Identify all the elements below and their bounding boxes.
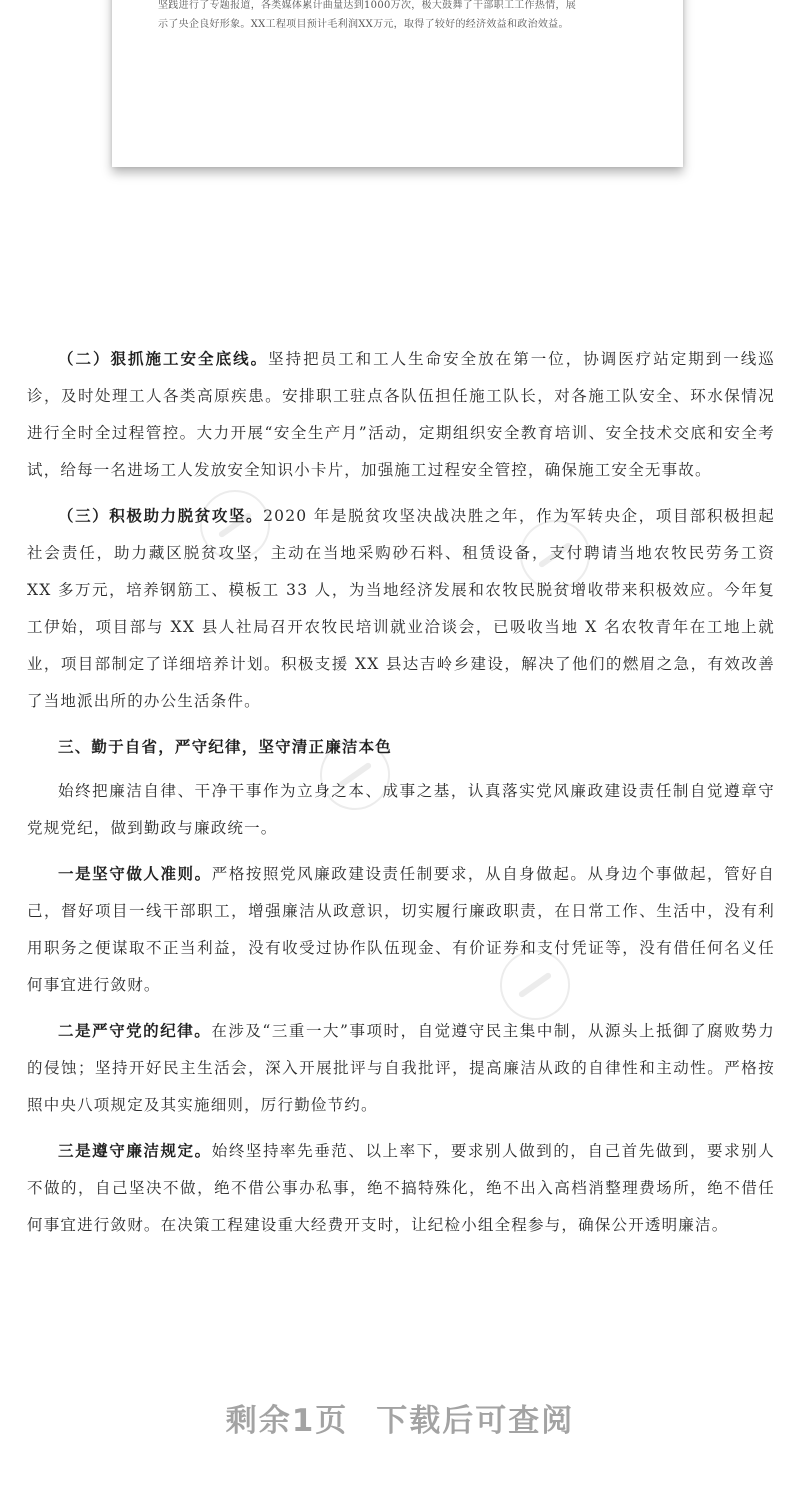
paragraph-text: 2020 年是脱贫攻坚决战决胜之年，作为军转央企，项目部积极担起社会责任，助力藏区脱贫攻坚，主动在当地采购砂石料、租赁设备，支付聘请当地农牧民劳务工资 XX 多万元，培养钢筋工、模板工 33 人，为当地经济发展和农牧民脱贫增收带来积极效应。今年复工伊始，项目部与 XX 县人社局召开农牧民培训就业洽谈会，已吸收当地 X 名农牧青年在工地上就业，项目部制定了详细培养计划。积极支援 XX 县达吉岭乡建设，解决了他们的燃眉之急，有效改善了当地派出所的办公生活条件。 <box>27 507 776 710</box>
preview-line-1: 坚践进行了专题报道，各类媒体累计曲量达到1000万次，极大鼓舞了干部职工工作热情，展 <box>158 0 577 11</box>
paragraph-text: 在涉及“三重一大”事项时，自觉遵守民主集中制，从源头上抵御了腐败势力的侵蚀；坚持开好民主生活会，深入开展批评与自我批评，提高廉洁从政的自律性和主动性。严格按照中央八项规定及其实施细则，厉行勤俭节约。 <box>27 1022 775 1114</box>
download-banner[interactable] <box>0 1395 800 1440</box>
paragraph-text: 坚持把员工和工人生命安全放在第一位，协调医疗站定期到一线巡诊，及时处理工人各类高原疾患。安排职工驻点各队伍担任施工队长，对各施工队安全、环水保情况进行全时全过程管控。大力开展“安全生产月”活动，定期组织安全教育培训、安全技术交底和安全考试，给每一名进场工人发放安全知识小卡片，加强施工过程安全管控，确保施工安全无事故。 <box>27 350 775 479</box>
download-to-view-label: 下载后可查阅 <box>376 1403 575 1439</box>
paragraph-text: 始终坚持率先垂范、以上率下，要求别人做到的，自己首先做到，要求别人不做的，自己坚决不做，绝不借公事办私事，绝不搞特殊化，绝不出入高档消整理费场所，绝不借任何事宜进行敛财。在决策工程建设重大经费开支时，让纪检小组全程参与，确保公开透明廉洁。 <box>27 1142 775 1234</box>
paragraph-lead: 三是遵守廉洁规定。 <box>58 1141 212 1160</box>
remaining-pages-label: 剩余1页 <box>225 1403 349 1439</box>
section-heading-integrity: 三、勤于自省，严守纪律，坚守清正廉洁本色 <box>58 737 393 756</box>
paragraph-clean-regulations <box>27 1132 775 1244</box>
paragraph-integrity-intro <box>27 773 775 847</box>
paragraph-poverty-alleviation <box>27 497 775 720</box>
paragraph-lead: 一是坚守做人准则。 <box>58 864 212 883</box>
document-body <box>27 340 775 1252</box>
paragraph-lead: （二）狠抓施工安全底线。 <box>58 349 269 368</box>
paragraph-conduct-principles <box>27 855 775 1004</box>
paragraph-text: 严格按照党风廉政建设责任制要求，从自身做起。从身边个事做起，管好自己，督好项目一线干部职工，增强廉洁从政意识，切实履行廉政职责，在日常工作、生活中，没有利用职务之便谋取不正当利益，没有收受过协作队伍现金、有价证券和支付凭证等，没有借任何名义任何事宜进行敛财。 <box>27 865 775 994</box>
preview-page-card <box>112 0 683 167</box>
paragraph-lead: 二是严守党的纪律。 <box>58 1021 212 1040</box>
preview-text <box>158 0 648 34</box>
preview-line-2: 示了央企良好形象。XX工程项目预计毛利润XX万元，取得了较好的经济效益和政治效益。 <box>158 19 569 30</box>
paragraph-text: 始终把廉洁自律、干净干事作为立身之本、成事之基，认真落实党风廉政建设责任制自觉遵章守党规党纪，做到勤政与廉政统一。 <box>27 782 775 837</box>
paragraph-lead: （三）积极助力脱贫攻坚。 <box>58 506 264 525</box>
paragraph-construction-safety <box>27 340 775 489</box>
paragraph-party-discipline <box>27 1012 775 1124</box>
